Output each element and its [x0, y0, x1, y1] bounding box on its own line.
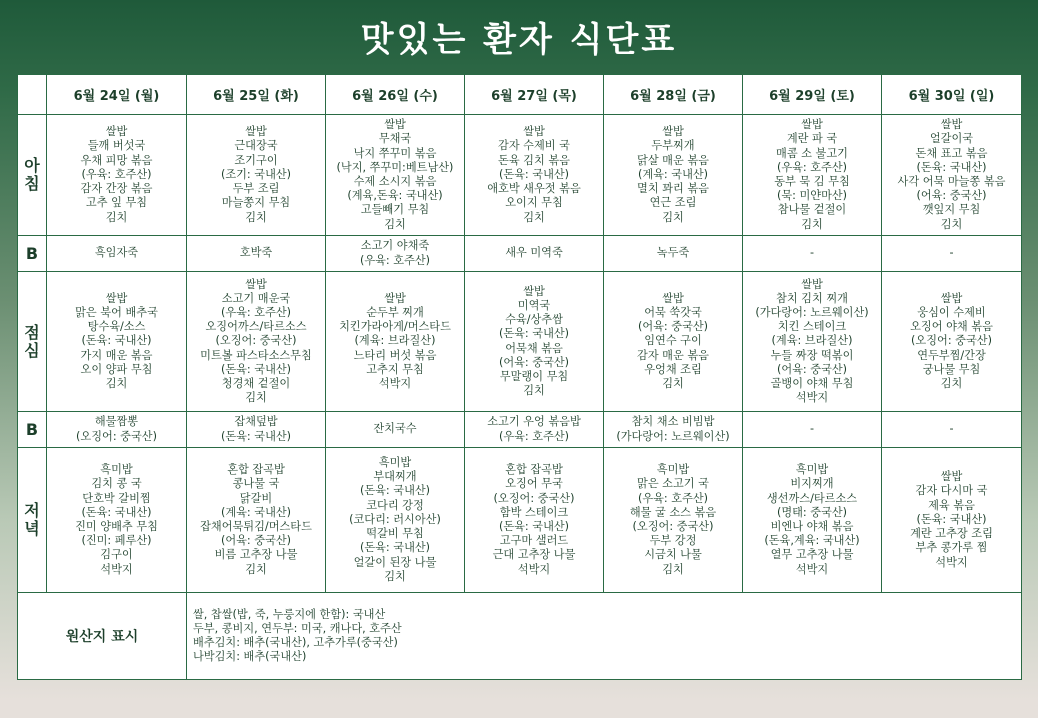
menu-item: 김치 [662, 210, 684, 224]
menu-item: 오징어 무국 [505, 477, 563, 491]
menu-item: 김치 [384, 217, 406, 231]
menu-item: 임연수 구이 [644, 334, 702, 348]
menu-cell [187, 412, 326, 448]
menu-cell [882, 236, 1022, 272]
day-header: 6월 24일 (월) [47, 75, 187, 115]
menu-item: 잡채어묵튀김/머스타드 [200, 520, 312, 533]
meal-label-char: 아 [24, 156, 40, 175]
menu-item: 청경채 겉절이 [221, 377, 291, 390]
menu-item: 쌀밥 [662, 125, 684, 139]
menu-item: 단호박 갈비찜 [82, 491, 151, 505]
menu-item: (돈육: 국내산) [220, 362, 292, 376]
menu-item: 쌀밥 [940, 291, 963, 305]
menu-item: 김치 [801, 217, 823, 231]
corner-cell [18, 75, 47, 115]
menu-item: 떡갈비 무침 [366, 527, 424, 541]
meal-label-char: 점 [24, 322, 40, 342]
day-header: 6월 30일 (일) [882, 75, 1022, 115]
menu-item: 흑임자죽 [94, 246, 139, 260]
menu-item: 소고기 야채죽 [360, 239, 430, 253]
menu-item: 부대찌개 [373, 470, 417, 484]
menu-item: 미트볼 파스타소스무침 [200, 348, 312, 362]
day-header: 6월 28일 (금) [604, 75, 743, 115]
menu-cell [47, 236, 187, 272]
menu-item: - [949, 422, 954, 436]
day-header: 6월 26일 (수) [326, 75, 465, 115]
menu-item: (돈육: 국내산) [220, 429, 292, 443]
menu-item: (명태: 중국산) [776, 505, 848, 519]
menu-item: (묵: 미얀마산) [776, 189, 848, 203]
menu-item: (코다리: 러시아산) [349, 512, 441, 526]
menu-cell [187, 448, 326, 593]
menu-cell [882, 115, 1022, 236]
menu-item: (우육: 호주산) [776, 160, 848, 174]
menu-item: 김치 [523, 384, 545, 398]
menu-item: 흑미밥 [656, 463, 690, 477]
menu-item: 맑은 북어 배추국 [75, 305, 158, 319]
menu-cell [882, 448, 1022, 593]
menu-item: 동부 묵 김 무침 [774, 175, 850, 188]
menu-item: 호박죽 [239, 246, 273, 260]
menu-item: (계육: 브라질산) [771, 334, 853, 348]
meal-label [18, 236, 47, 272]
menu-cell [465, 272, 604, 412]
menu-item: (돈육: 국내산) [498, 520, 570, 533]
menu-item: 쌀밥 [245, 277, 267, 291]
menu-cell [47, 412, 187, 448]
meal-label-char: B [25, 419, 39, 439]
menu-item: 두부 조림 [232, 182, 280, 196]
menu-item: (낙지, 쭈꾸미:베트남산) [336, 160, 454, 174]
menu-item: 애호박 새우젓 볶음 [487, 182, 581, 196]
menu-item: 김치 [245, 391, 267, 405]
menu-item: (가다랑어: 노르웨이산) [755, 305, 869, 319]
menu-cell [465, 448, 604, 593]
menu-item: (계육: 국내산) [637, 167, 709, 181]
origin-text [187, 593, 1022, 680]
menu-item: 쌀밥 [384, 291, 406, 305]
origin-label: 원산지 표시 [18, 593, 187, 680]
day-header: 6월 25일 (화) [187, 75, 326, 115]
menu-item: (어육: 중국산) [637, 320, 709, 334]
menu-item: (어육: 중국산) [498, 355, 570, 369]
menu-cell [604, 236, 743, 272]
menu-item: (가다랑어: 노르웨이산) [616, 429, 730, 443]
menu-item: (돈육: 국내산) [916, 512, 987, 526]
menu-item: 흑미밥 [378, 456, 412, 470]
menu-item: 감자 매운 볶음 [637, 348, 709, 362]
menu-item: 김치 [384, 569, 406, 583]
menu-item: 오이 양파 무침 [80, 362, 153, 376]
menu-item: 석박지 [378, 377, 412, 390]
menu-item: 느타리 버섯 볶음 [353, 348, 437, 362]
menu-item: 두부찌개 [651, 139, 695, 153]
menu-cell [47, 115, 187, 236]
menu-item: 쌀밥 [105, 291, 128, 305]
menu-item: - [949, 246, 954, 260]
menu-cell [743, 412, 882, 448]
menu-item: (우육: 호주산) [498, 429, 570, 443]
menu-item: (오징어: 중국산) [76, 429, 157, 443]
origin-line: 두부, 콩비지, 연두부: 미국, 캐나다, 호주산 [193, 621, 402, 635]
menu-item: 가지 매운 볶음 [80, 348, 153, 362]
menu-item: 근대 고추장 나물 [492, 548, 576, 562]
menu-item: 돈육 김치 볶음 [498, 153, 570, 167]
menu-item: 쌀밥 [105, 125, 128, 139]
meal-row [18, 115, 1022, 236]
menu-cell [465, 115, 604, 236]
menu-item: 마늘쫑지 무침 [221, 196, 291, 210]
menu-item: 수제 소시지 볶음 [353, 175, 437, 188]
menu-item: 치킨가라아게/머스타드 [339, 320, 451, 334]
menu-item: (어육: 중국산) [220, 534, 292, 548]
menu-item: 고추 잎 무침 [85, 196, 148, 210]
menu-item: 고들빼기 무침 [360, 203, 430, 217]
menu-item: 어묵 쑥갓국 [644, 305, 702, 319]
menu-item: - [809, 246, 815, 260]
menu-item: (우육: 호주산) [81, 167, 152, 181]
meal-row [18, 448, 1022, 593]
menu-cell [326, 272, 465, 412]
menu-item: 김치 [245, 562, 267, 576]
menu-item: 근대장국 [234, 139, 278, 153]
day-header-row [18, 75, 1022, 115]
menu-cell [465, 412, 604, 448]
menu-item: 김치 [245, 210, 267, 224]
menu-item: 치킨 스테이크 [777, 320, 847, 334]
meal-row [18, 236, 1022, 272]
menu-item: 우엉채 조림 [644, 362, 702, 376]
menu-item: 함박 스테이크 [499, 505, 569, 519]
menu-item: 김치 [662, 377, 684, 390]
menu-item: 골뱅이 야채 무침 [770, 377, 854, 390]
menu-item: 석박지 [935, 555, 968, 569]
menu-item: 오징어 야채 볶음 [910, 320, 993, 334]
menu-item: 김치 콩 국 [91, 477, 142, 491]
menu-item: 참치 김치 찌개 [776, 291, 848, 305]
menu-item: 쌀밥 [940, 470, 963, 484]
menu-cell [604, 448, 743, 593]
menu-item: 쌀밥 [384, 118, 406, 132]
menu-cell [47, 448, 187, 593]
menu-item: 김치 [662, 562, 684, 576]
menu-item: 감자 수제비 국 [498, 139, 570, 153]
menu-cell [326, 412, 465, 448]
menu-item: 소고기 매운국 [221, 291, 291, 305]
menu-item: 미역국 [517, 298, 551, 312]
menu-item: - [809, 422, 815, 436]
menu-item: (조기: 국내산) [220, 167, 292, 181]
menu-item: 석박지 [795, 391, 829, 405]
menu-item: 오징어까스/타르소스 [205, 320, 307, 334]
day-header: 6월 29일 (토) [743, 75, 882, 115]
menu-cell [187, 236, 326, 272]
menu-item: 김치 [940, 217, 963, 231]
menu-cell [47, 272, 187, 412]
menu-item: (돈육: 국내산) [498, 167, 570, 181]
menu-cell [326, 448, 465, 593]
menu-item: 무채국 [378, 132, 412, 146]
menu-item: 김치 [105, 210, 128, 224]
menu-item: 쌀밥 [523, 284, 545, 298]
origin-line: 나박김치: 배추(국내산) [193, 650, 307, 664]
menu-item: 우채 피망 볶음 [80, 153, 153, 167]
menu-item: (어육: 중국산) [916, 189, 987, 203]
menu-item: 들깨 버섯국 [87, 139, 146, 153]
menu-item: 멸치 꽈리 볶음 [637, 182, 709, 196]
menu-item: 사각 어묵 마늘쫑 볶음 [897, 175, 1006, 188]
menu-cell [743, 115, 882, 236]
menu-item: (오징어: 중국산) [493, 491, 575, 505]
menu-item: (우육: 호주산) [220, 305, 292, 319]
menu-item: 흑미밥 [795, 463, 829, 477]
menu-item: 생선까스/타르소스 [766, 491, 858, 505]
menu-item: (어육: 중국산) [776, 362, 848, 376]
menu-item: (오징어: 중국산) [632, 520, 714, 533]
menu-item: 닭갈비 [239, 491, 273, 505]
menu-item: 석박지 [100, 562, 133, 576]
menu-cell [187, 115, 326, 236]
menu-cell [743, 236, 882, 272]
menu-item: 궁나물 무침 [922, 362, 981, 376]
menu-item: 감자 다시마 국 [915, 484, 988, 498]
menu-item: 감자 간장 볶음 [80, 182, 153, 196]
menu-item: 닭살 매운 볶음 [637, 153, 709, 167]
menu-item: 김치 [523, 210, 545, 224]
meal-label [18, 115, 47, 236]
meal-label-char: B [25, 243, 39, 263]
menu-item: (돈육: 국내산) [359, 484, 431, 498]
menu-item: 쌀밥 [245, 125, 267, 139]
menu-item: 낙지 쭈꾸미 볶음 [353, 146, 437, 160]
menu-item: 웅심이 수제비 [917, 305, 986, 319]
menu-item: 김치 [940, 377, 963, 390]
menu-item: 해물짬뽕 [94, 415, 139, 429]
menu-table [17, 74, 1022, 680]
menu-item: (진미: 페루산) [81, 534, 152, 548]
menu-item: (우육: 호주산) [359, 253, 431, 267]
menu-item: 쌀밥 [801, 277, 823, 291]
menu-item: 콩나물 국 [232, 477, 280, 491]
menu-item: 비름 고추장 나물 [214, 548, 298, 562]
menu-item: 누들 짜장 떡볶이 [770, 348, 854, 362]
page-title: 맛있는 환자 식단표 [360, 20, 678, 60]
menu-cell [882, 412, 1022, 448]
origin-row [18, 593, 1022, 680]
menu-item: 돈채 표고 볶음 [915, 146, 988, 160]
menu-item: 김구이 [100, 548, 133, 562]
menu-cell [326, 115, 465, 236]
menu-item: (우육: 호주산) [637, 491, 709, 505]
menu-item: (돈육: 국내산) [359, 541, 431, 555]
menu-cell [743, 272, 882, 412]
menu-item: 무말랭이 무침 [499, 369, 569, 383]
menu-cell [604, 272, 743, 412]
menu-item: 해물 굴 소스 볶음 [629, 505, 717, 519]
menu-item: 비지찌개 [790, 477, 834, 491]
menu-item: (오징어: 중국산) [215, 334, 297, 348]
menu-item: 고추지 무침 [366, 362, 424, 376]
menu-item: 참치 채소 비빔밥 [631, 415, 715, 429]
menu-item: 녹두죽 [656, 246, 690, 260]
menu-item: (계육,돈육: 국내산) [347, 189, 443, 203]
meal-label [18, 412, 47, 448]
menu-item: 참나물 겉절이 [777, 203, 847, 217]
menu-item: (계육: 브라질산) [354, 334, 436, 348]
meal-label-char: 녁 [24, 519, 40, 538]
menu-item: 두부 강정 [649, 534, 697, 548]
menu-item: 잔치국수 [373, 422, 417, 436]
meal-label [18, 448, 47, 593]
menu-item: (돈육: 국내산) [81, 334, 152, 348]
menu-item: 고구마 샐러드 [499, 534, 569, 548]
menu-item: 혼합 잡곡밥 [505, 463, 563, 477]
menu-item: 흑미밥 [100, 463, 133, 477]
menu-item: 맑은 소고기 국 [637, 477, 709, 491]
menu-cell [326, 236, 465, 272]
menu-item: 깻잎지 무침 [922, 203, 981, 217]
menu-item: 연근 조림 [649, 196, 697, 210]
menu-item: (돈육: 국내산) [81, 505, 152, 519]
meal-label-char: 심 [24, 340, 40, 360]
day-header: 6월 27일 (목) [465, 75, 604, 115]
menu-item: 소고기 우엉 볶음밥 [487, 415, 581, 429]
menu-item: 쌀밥 [801, 118, 823, 132]
menu-item: 진미 양배추 무침 [75, 520, 158, 533]
menu-item: 쌀밥 [940, 118, 963, 132]
menu-item: (돈육,계육: 국내산) [764, 534, 860, 548]
menu-item: 혼합 잡곡밥 [227, 463, 285, 477]
menu-item: 코다리 강정 [366, 498, 424, 512]
menu-item: 쌀밥 [523, 125, 545, 139]
menu-item: 석박지 [517, 562, 551, 576]
meal-row [18, 272, 1022, 412]
menu-item: 조기구이 [234, 153, 278, 167]
menu-item: 김치 [105, 377, 128, 390]
menu-item: (돈육: 국내산) [498, 327, 570, 341]
menu-item: 새우 미역죽 [505, 246, 563, 260]
menu-item: 어묵채 볶음 [505, 341, 563, 355]
menu-item: 연두부찜/간장 [917, 348, 986, 362]
menu-item: 수육/상추쌈 [505, 313, 563, 327]
menu-item: (돈육: 국내산) [916, 160, 987, 174]
menu-item: 잡채덮밥 [234, 415, 278, 429]
menu-item: 순두부 찌개 [366, 305, 424, 319]
menu-cell [882, 272, 1022, 412]
menu-item: 석박지 [795, 562, 829, 576]
meal-label-char: 저 [24, 501, 40, 520]
menu-cell [604, 412, 743, 448]
meal-label [18, 272, 47, 412]
menu-item: 오이지 무침 [505, 196, 563, 210]
menu-item: 비엔나 야채 볶음 [770, 520, 854, 533]
menu-item: (오징어: 중국산) [911, 334, 992, 348]
menu-item: 얼갈이 된장 나물 [353, 555, 437, 569]
menu-item: 얼갈이국 [929, 132, 974, 146]
menu-item: 쌀밥 [662, 291, 684, 305]
menu-item: 열무 고추장 나물 [770, 548, 854, 562]
menu-item: 부추 콩가루 찜 [915, 541, 988, 555]
menu-item: 계란 파 국 [786, 132, 838, 146]
origin-line: 배추김치: 배추(국내산), 고추가루(중국산) [193, 636, 398, 649]
menu-cell [187, 272, 326, 412]
menu-item: 시금치 나물 [644, 548, 702, 562]
menu-item: 제육 볶음 [928, 498, 975, 512]
menu-item: 매콤 소 불고기 [776, 146, 848, 160]
meal-row [18, 412, 1022, 448]
menu-cell [743, 448, 882, 593]
menu-item: 탕수육/소스 [87, 320, 146, 334]
menu-item: 계란 고추장 조림 [910, 527, 993, 541]
menu-item: (계육: 국내산) [220, 505, 292, 519]
menu-cell [465, 236, 604, 272]
origin-line: 쌀, 찹쌀(밥, 죽, 누룽지에 한함): 국내산 [193, 607, 386, 621]
meal-label-char: 침 [24, 174, 40, 193]
menu-cell [604, 115, 743, 236]
